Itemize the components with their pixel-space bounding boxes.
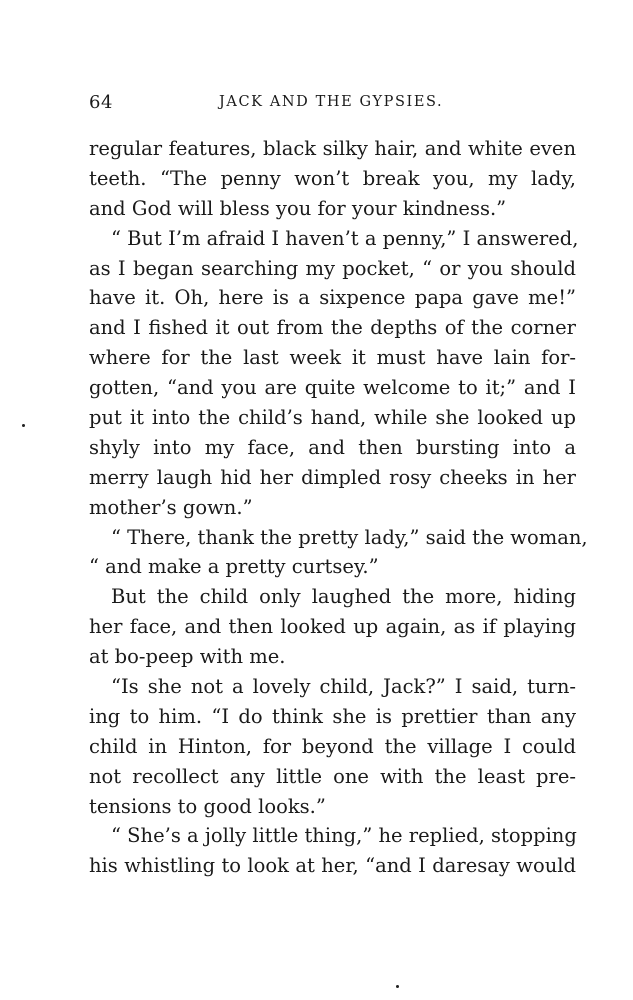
text-line: teeth. “The penny won’t break you, my lady, — [89, 166, 576, 190]
text-line: mother’s gown.” — [89, 495, 253, 519]
paper-speck — [22, 424, 25, 427]
text-line: child in Hinton, for beyond the village I could — [89, 734, 576, 758]
text-line: gotten, “and you are quite welcome to it;” and I — [89, 376, 576, 400]
text-line: “ and make a pretty curtsey.” — [89, 555, 379, 579]
text-line: regular features, black silky hair, and white even — [89, 137, 576, 160]
text-line: have it. Oh, here is a sixpence papa gave me!” — [89, 286, 576, 310]
text-line: his whistling to look at her, “and I daresay would — [89, 854, 576, 878]
text-line: where for the last week it must have lain for- — [89, 346, 576, 370]
body-text — [89, 134, 588, 881]
text-line: tensions to good looks.” — [89, 794, 326, 818]
text-line: and God will bless you for your kindness.” — [89, 196, 507, 220]
text-line: her face, and then looked up again, as if playing — [89, 615, 576, 639]
running-head: JACK AND THE GYPSIES. — [219, 94, 444, 110]
page-number: 64 — [89, 92, 113, 113]
text-line: “ She’s a jolly little thing,” he replied, stopping — [111, 824, 577, 848]
text-line: as I began searching my pocket, “ or you should — [89, 256, 576, 280]
text-line: ing to him. “I do think she is prettier than any — [89, 704, 576, 728]
page-header — [89, 92, 576, 118]
text-line: shyly into my face, and then bursting into a — [89, 435, 576, 459]
text-line: not recollect any little one with the least pre- — [89, 764, 576, 788]
text-line: and I fished it out from the depths of the corner — [89, 316, 576, 340]
text-line: “Is she not a lovely child, Jack?” I said, turn- — [111, 675, 576, 699]
text-line: at bo-peep with me. — [89, 645, 286, 669]
text-line: put it into the child’s hand, while she looked up — [89, 406, 576, 430]
text-line: “ But I’m afraid I haven’t a penny,” I answered, — [111, 226, 579, 250]
text-line: “ There, thank the pretty lady,” said the woman, — [111, 525, 588, 549]
text-line: But the child only laughed the more, hiding — [111, 585, 576, 609]
paper-speck — [396, 985, 399, 988]
text-line: merry laugh hid her dimpled rosy cheeks in her — [89, 465, 576, 489]
